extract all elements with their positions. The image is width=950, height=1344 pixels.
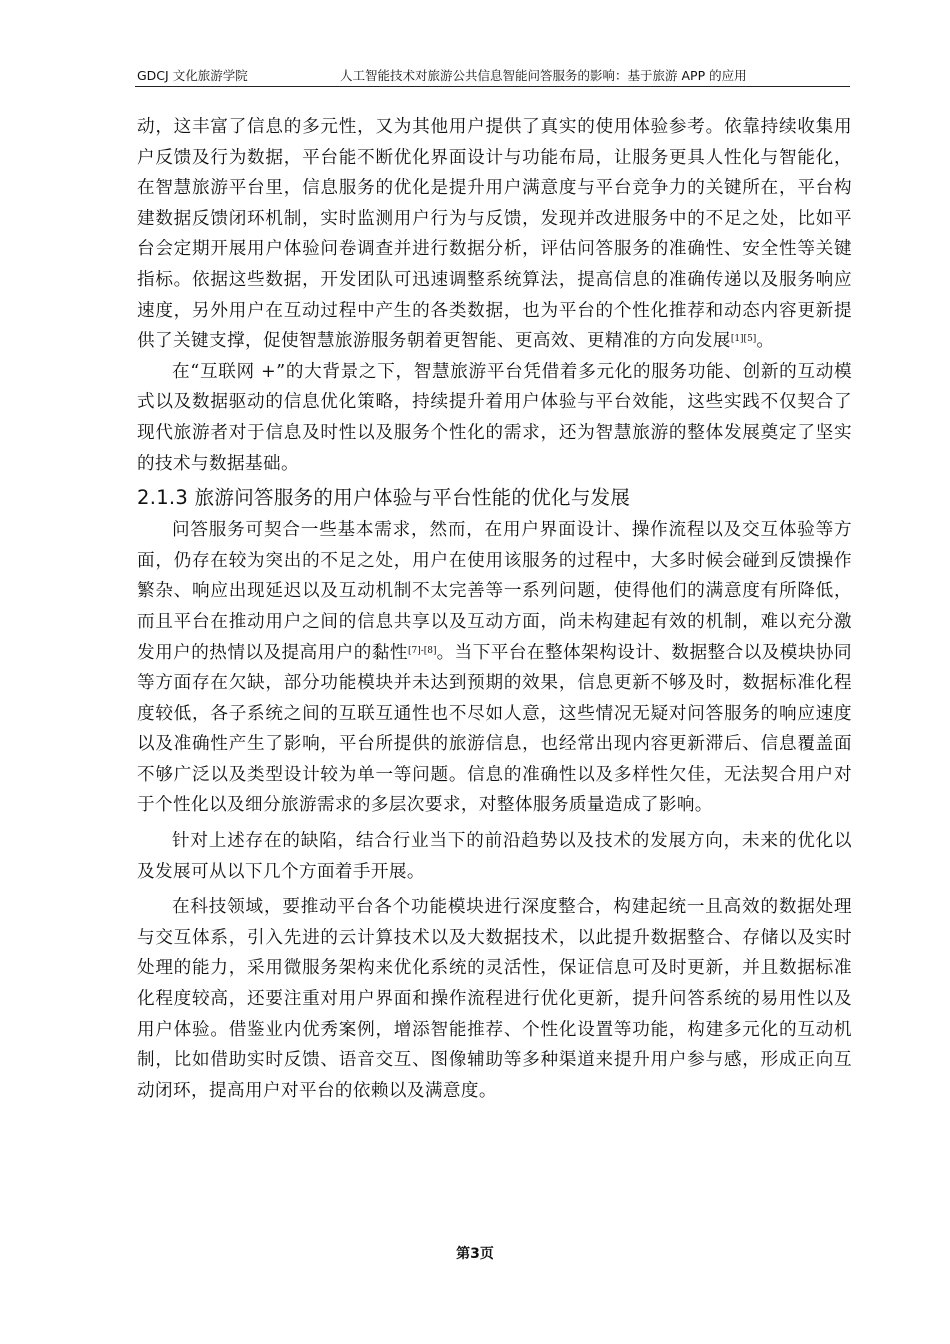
header-institution: GDCJ 文化旅游学院 — [137, 68, 248, 83]
paragraph-3 — [137, 515, 852, 821]
paragraph-3-text-b: 。当下平台在整体架构设计、数据整合以及模块协同等方面存在欠缺，部分功能模块并未达到预期的效果，信息更新不够及时，数据标准化程度较低，各子系统之间的互联互通性也不尽如人意，这些情况无疑对问答服务的响应速度以及准确性产生了影响，平台所提供的旅游信息，也经常出现内容更新滞后、信息覆盖面不够广泛以及类型设计较为单一等问题。信息的准确性以及多样性欠佳，无法契合用户对于个性化以及细分旅游需求的多层次要求，对整体服务质量造成了影响。 — [137, 642, 852, 816]
page-header — [135, 62, 850, 87]
section-heading: 2.1.3 旅游问答服务的用户体验与平台性能的优化与发展 — [137, 486, 631, 510]
paragraph-1 — [137, 112, 852, 357]
citation-1-5: [1][5] — [730, 334, 757, 345]
paragraph-1-text: 动，这丰富了信息的多元性，又为其他用户提供了真实的使用体验参考。依靠持续收集用户反馈及行为数据，平台能不断优化界面设计与功能布局，让服务更具人性化与智能化，在智慧旅游平台里，信息服务的优化是提升用户满意度与平台竞争力的关键所在，平台构建数据反馈闭环机制，实时监测用户行为与反馈，发现并改进服务中的不足之处，比如平台会定期开展用户体验问卷调查并进行数据分析，评估问答服务的准确性、安全性等关键指标。依据这些数据，开发团队可迅速调整系统算法，提高信息的准确传递以及服务响应速度，另外用户在互动过程中产生的各类数据，也为平台的个性化推荐和动态内容更新提供了关键支撑，促使智慧旅游服务朝着更智能、更高效、更精准的方向发展 — [137, 117, 852, 352]
page-number: 第3页 — [456, 1246, 494, 1262]
paragraph-2: 在“互联网 +”的大背景之下，智慧旅游平台凭借着多元化的服务功能、创新的互动模式以及数据驱动的信息优化策略，持续提升着用户体验与平台效能，这些实践不仅契合了现代旅游者对于信息及时性以及服务个性化的需求，还为智慧旅游的整体发展奠定了坚实的技术与数据基础。 — [137, 361, 852, 474]
body-text — [137, 112, 852, 1106]
paragraph-5: 在科技领域，要推动平台各个功能模块进行深度整合，构建起统一且高效的数据处理与交互体系，引入先进的云计算技术以及大数据技术，以此提升数据整合、存储以及实时处理的能力，采用微服务架构来优化系统的灵活性，保证信息可及时更新，并且数据标准化程度较高，还要注重对用户界面和操作流程进行优化更新，提升问答系统的易用性以及用户体验。借鉴业内优秀案例，增添智能推荐、个性化设置等功能，构建多元化的互动机制，比如借助实时反馈、语音交互、图像辅助等多种渠道来提升用户参与感，形成正向互动闭环，提高用户对平台的依赖以及满意度。 — [137, 897, 852, 1101]
paragraph-4: 针对上述存在的缺陷，结合行业当下的前沿趋势以及技术的发展方向，未来的优化以及发展可从以下几个方面着手开展。 — [137, 831, 852, 882]
paragraph-1-end: 。 — [756, 331, 775, 352]
paragraph-3-text-a: 问答服务可契合一些基本需求，然而，在用户界面设计、操作流程以及交互体验等方面，仍存在较为突出的不足之处，用户在使用该服务的过程中，大多时候会碰到反馈操作繁杂、响应出现延迟以及互动机制不太完善等一系列问题，使得他们的满意度有所降低，而且平台在推动用户之间的信息共享以及互动方面，尚未构建起有效的机制，难以充分激发用户的热情以及提高用户的黏性 — [137, 520, 852, 663]
header-paper-title: 人工智能技术对旅游公共信息智能问答服务的影响：基于旅游 APP 的应用 — [340, 68, 747, 83]
citation-7-8: [7]-[8] — [407, 645, 437, 656]
